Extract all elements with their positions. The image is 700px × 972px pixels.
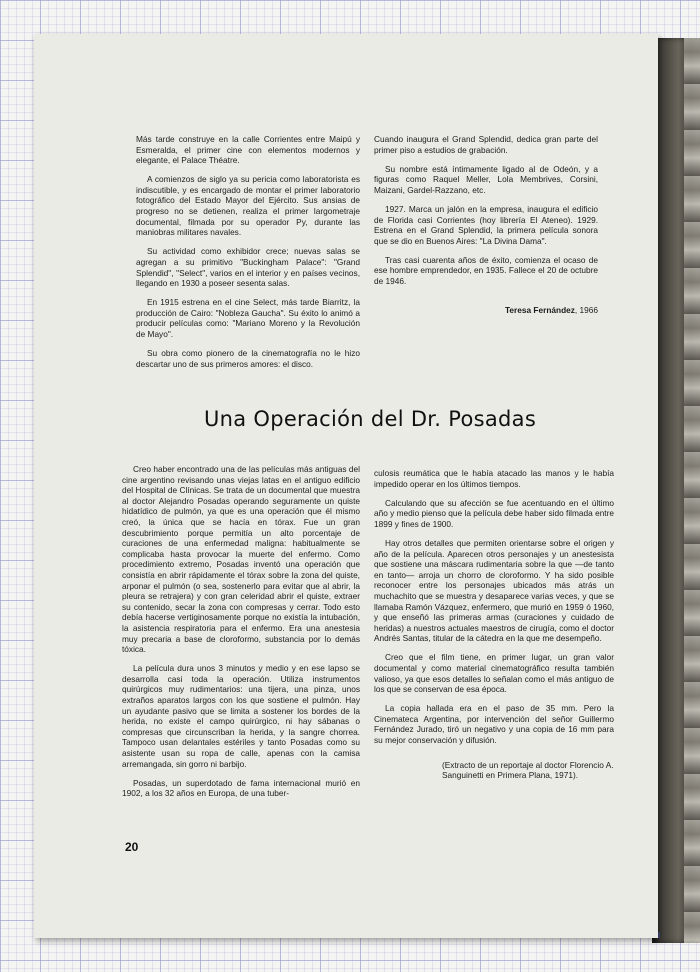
previous-article-right-column xyxy=(374,134,598,324)
paragraph: Creo haber encontrado una de las películas más antiguas del cine argentino revisando unas viejas latas en el antiguo edificio del Hospital de Clínicas. Se trata de un documental que muestra al doctor Alejandro Posadas operando seguramente un quiste hidatídico de pulmón, ya que es una operación que él mismo creó, la única que se hacía en tórax. Fue un gran descubrimiento porque permitía un alto porcentaje de curaciones de una enfermedad maligna: habitualmente se complicaba hasta provocar la muerte del enfermo. Como procedimiento extremo, Posadas inventó una operación que consistía en abrir rápidamente el tórax sobre la zona del quiste, arponar el pulmón (o sea, sostenerlo para evitar que al abrir, la pleura se retrajera) y con gran celeridad abrir el quiste, extraer su contenido, secar la zona con compresas y cerrar. Todo esto debía hacerse vertiginosamente porque no existía la intubación, la asistencia respiratoria para el enfermo. Era una anestesia muy precaria a base de cloroformo, substancia por lo demás tóxica. xyxy=(122,464,360,655)
paragraph: Calculando que su afección se fue acentuando en el último año y medio pienso que la película debe haber sido filmada entre 1899 y fines de 1900. xyxy=(374,497,614,529)
paragraph: Cuando inaugura el Grand Splendid, dedica gran parte del primer piso a estudios de grabación. xyxy=(374,134,598,155)
source-citation: (Extracto de un reportaje al doctor Florencio A. Sanguinetti en Primera Plana, 1971). xyxy=(442,759,614,781)
article-title: Una Operación del Dr. Posadas xyxy=(203,407,537,431)
page-number: 20 xyxy=(125,840,139,854)
article-right-column xyxy=(374,468,614,789)
paragraph: Su actividad como exhibidor crece; nuevas salas se agregan a su primitivo "Buckingham Palace": "Grand Splendid", "Select", varios en el interior y en países vecinos, llegando en 1930 a poseer sesenta salas. xyxy=(136,246,360,289)
paragraph: En 1915 estrena en el cine Select, más tarde Biarritz, la producción de Cairo: "Nobleza Gaucha". Su éxito lo animó a producir películas como: "Mariano Moreno y la Revolución de Mayo". xyxy=(136,297,360,339)
author-name: Teresa Fernández xyxy=(504,304,575,315)
paragraph: La copia hallada era en el paso de 35 mm. Pero la Cinemateca Argentina, por intervención del señor Guillermo Fernández Jurado, tiró un negativo y una copia de 16 mm para su mejor conservación y difusión. xyxy=(374,703,614,746)
paragraph: Su nombre está íntimamente ligado al de Odeón, y a figuras como Raquel Meller, Lola Membrives, Corsini, Maizani, Gardel-Razzano, etc. xyxy=(374,163,598,195)
paragraph: La película dura unos 3 minutos y medio y en ese lapso se desarrolla casi toda la operación. Utiliza instrumentos quirúrgicos muy rudimentarios: una tijera, una pinza, unos extraños aparatos largos con los que sostiene el pulmón. Hay un ayudante pasivo que se limita a sostener los bordes de la herida, no existe el campo quirúrgico, ni hay sábanas o compresas que circunscriban la herida, y la sangre chorrea. Tampoco usan delantales estériles y tanto Posadas como su asistente usan su ropa de calle, apenas con la camisa arremangada, sin gorro ni barbijo. xyxy=(122,663,360,769)
paragraph: Más tarde construye en la calle Corrientes entre Maipú y Esmeralda, el primer cine con elementos modernos y elegante, el Palace Théatre. xyxy=(136,134,360,166)
paragraph: culosis reumática que le había atacado las manos y le había impedido operar en los últimos tiempos. xyxy=(374,468,614,489)
paragraph: Hay otros detalles que permiten orientarse sobre el origen y año de la película. Aparecen otros personajes y un anestesista que sostiene una máscara rudimentaria sobre la que —de tanto en tanto— arroja un chorro de cloroformo. Y ha sido posible reconocer entre los personajes ubicados más atrás un muchachito que se muestra y desaparece varias veces, y que se llamaba Ramón Vázquez, enfermero, que murió en 1959 ó 1960, y que enseñó las primeras armas (curaciones y cuidado de heridas) a nuestros actuales maestros de cirugía, como el doctor Andrés Santas, titular de la cátedra en la que me desempeño. xyxy=(374,537,614,644)
paragraph: Tras casi cuarenta años de éxito, comienza el ocaso de ese hombre emprendedor, en 1935. Fallece el 20 de octubre de 1946. xyxy=(374,254,598,287)
article-left-column xyxy=(122,464,360,807)
paragraph: Creo que el film tiene, en primer lugar, un gran valor documental y como material cinematográfico resulta también valioso, ya que esos detalles lo señalan como el más antiguo de los que se conservan de esa época. xyxy=(374,652,614,695)
paragraph: 1927. Marca un jalón en la empresa, inaugura el edificio de Florida casi Corrientes (hoy librería El Ateneo). 1929. Estrena en el Grand Splendid, la primera película sonora que se dio en Buenos Aires: "La Divina Dama". xyxy=(374,203,598,246)
paragraph: A comienzos de siglo ya su pericia como laboratorista es indiscutible, y es encargado de montar el primer laboratorio fotográfico del Estado Mayor del Ejército. Sus ansias de progreso no se detienen, realiza el primer largometraje documental, filmada por su operador Py, durante las maniobras militares navales. xyxy=(136,174,360,238)
author-signature xyxy=(374,305,598,316)
adjacent-page-edge xyxy=(684,38,700,943)
paragraph: Su obra como pionero de la cinematografía no le hizo descartar uno de sus primeros amores: el disco. xyxy=(136,348,360,369)
previous-article-left-column xyxy=(136,134,360,378)
paragraph: Posadas, un superdotado de fama internacional murió en 1902, a los 32 años en Europa, de una tuber- xyxy=(122,777,360,799)
author-year: , 1966 xyxy=(574,304,598,315)
